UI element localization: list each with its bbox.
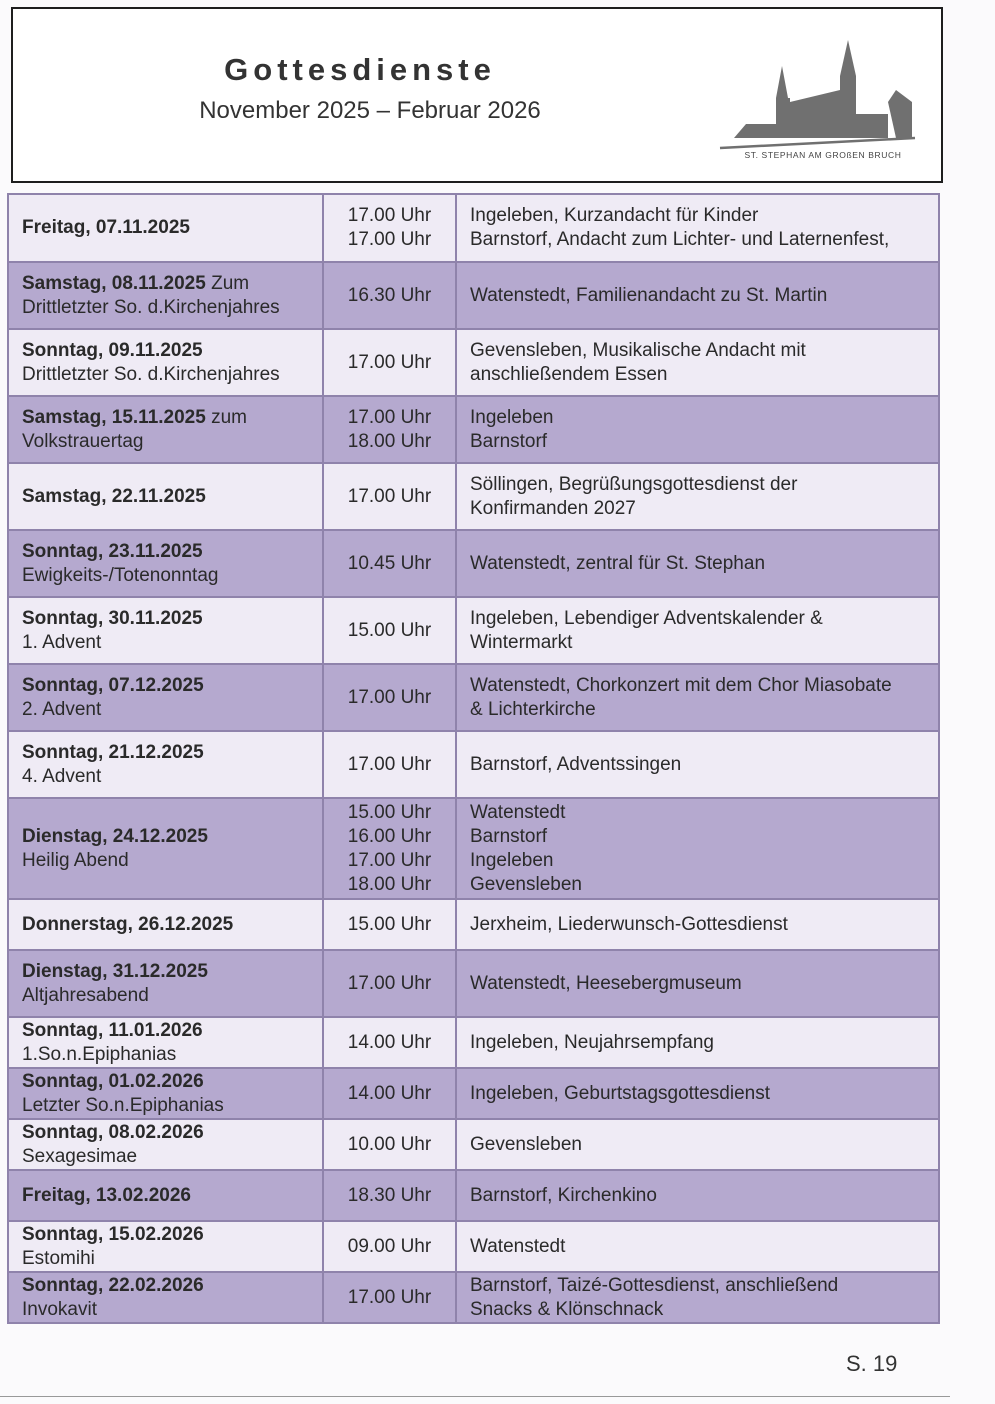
service-event: Ingeleben bbox=[470, 849, 554, 871]
page-title: Gottesdienste bbox=[224, 52, 496, 87]
service-event: Ingeleben, Geburtstagsgottesdienst bbox=[470, 1082, 770, 1104]
date-cell bbox=[8, 1119, 323, 1170]
service-event: Barnstorf bbox=[470, 430, 548, 452]
schedule-row bbox=[8, 262, 939, 329]
service-date: Sonntag, 15.02.2026 bbox=[22, 1223, 204, 1245]
service-time: 10.00 Uhr bbox=[347, 1133, 432, 1155]
service-time: 16.30 Uhr bbox=[347, 284, 432, 306]
service-time: 18.00 Uhr bbox=[347, 430, 432, 452]
bottom-rule bbox=[0, 1396, 950, 1397]
event-cell bbox=[456, 950, 939, 1017]
event-cell bbox=[456, 899, 939, 950]
service-event: Ingeleben, Lebendiger Adventskalender & bbox=[470, 607, 823, 629]
service-time: 17.00 Uhr bbox=[347, 686, 432, 708]
service-date: Samstag, 15.11.2025 bbox=[22, 406, 206, 428]
service-event: Barnstorf bbox=[470, 825, 548, 847]
event-cell bbox=[456, 396, 939, 463]
event-cell bbox=[456, 262, 939, 329]
service-date: Sonntag, 01.02.2026 bbox=[22, 1070, 204, 1092]
service-time: 14.00 Uhr bbox=[347, 1031, 432, 1053]
date-line bbox=[22, 540, 309, 564]
date-line bbox=[22, 1274, 309, 1298]
date-suffix: zum bbox=[205, 406, 247, 428]
page-subtitle: November 2025 – Februar 2026 bbox=[199, 97, 541, 124]
time-cell bbox=[323, 950, 456, 1017]
service-event: Gevensleben bbox=[470, 873, 582, 895]
date-line bbox=[22, 216, 309, 240]
time-cell bbox=[323, 396, 456, 463]
date-line bbox=[22, 674, 309, 698]
time-cell bbox=[323, 530, 456, 597]
date-cell bbox=[8, 731, 323, 798]
liturgical-occasion: Volkstrauertag bbox=[22, 430, 144, 452]
liturgical-occasion: 2. Advent bbox=[22, 698, 102, 720]
time-cell bbox=[323, 597, 456, 664]
schedule-row bbox=[8, 597, 939, 664]
date-cell bbox=[8, 664, 323, 731]
service-date: Sonntag, 07.12.2025 bbox=[22, 674, 204, 696]
event-cell bbox=[456, 1170, 939, 1221]
date-line bbox=[22, 406, 309, 430]
service-event: Watenstedt bbox=[470, 1235, 566, 1257]
service-event: Konfirmanden 2027 bbox=[470, 497, 636, 519]
schedule-row bbox=[8, 1272, 939, 1323]
service-date: Sonntag, 09.11.2025 bbox=[22, 339, 203, 361]
schedule-row bbox=[8, 1119, 939, 1170]
event-cell bbox=[456, 1272, 939, 1323]
date-line bbox=[22, 272, 309, 296]
time-cell bbox=[323, 1017, 456, 1068]
service-event: Ingeleben, Kurzandacht für Kinder bbox=[470, 205, 759, 226]
schedule-row bbox=[8, 194, 939, 262]
event-cell bbox=[456, 530, 939, 597]
time-cell bbox=[323, 1221, 456, 1272]
liturgical-occasion: Invokavit bbox=[22, 1298, 97, 1320]
date-cell bbox=[8, 396, 323, 463]
date-cell bbox=[8, 1272, 323, 1323]
liturgical-occasion: Letzter So.n.Epiphanias bbox=[22, 1094, 224, 1116]
event-cell bbox=[456, 798, 939, 899]
date-line bbox=[22, 339, 309, 363]
service-event: Watenstedt, zentral für St. Stephan bbox=[470, 552, 766, 574]
date-line bbox=[22, 1184, 309, 1208]
service-time: 17.00 Uhr bbox=[347, 849, 432, 871]
service-time: 17.00 Uhr bbox=[347, 205, 432, 226]
service-event: anschließendem Essen bbox=[470, 363, 668, 385]
service-time: 17.00 Uhr bbox=[347, 1286, 432, 1308]
date-cell bbox=[8, 950, 323, 1017]
liturgical-occasion: Altjahresabend bbox=[22, 984, 149, 1006]
service-time: 15.00 Uhr bbox=[347, 619, 432, 641]
service-date: Freitag, 13.02.2026 bbox=[22, 1184, 191, 1206]
service-event: Barnstorf, Kirchenkino bbox=[470, 1184, 657, 1206]
schedule-row bbox=[8, 1221, 939, 1272]
time-cell bbox=[323, 1272, 456, 1323]
date-line bbox=[22, 825, 309, 849]
service-time: 17.00 Uhr bbox=[347, 351, 432, 373]
event-cell bbox=[456, 329, 939, 396]
date-cell bbox=[8, 530, 323, 597]
liturgical-occasion: Heilig Abend bbox=[22, 849, 129, 871]
date-line bbox=[22, 1121, 309, 1145]
date-cell bbox=[8, 899, 323, 950]
date-cell bbox=[8, 1170, 323, 1221]
liturgical-occasion: 1.So.n.Epiphanias bbox=[22, 1043, 177, 1065]
date-line bbox=[22, 1223, 309, 1247]
service-event: Ingeleben, Neujahrsempfang bbox=[470, 1031, 715, 1053]
service-date: Dienstag, 24.12.2025 bbox=[22, 825, 208, 847]
time-cell bbox=[323, 463, 456, 530]
time-cell bbox=[323, 194, 456, 262]
service-time: 15.00 Uhr bbox=[347, 913, 432, 935]
date-cell bbox=[8, 798, 323, 899]
event-cell bbox=[456, 664, 939, 731]
date-line bbox=[22, 960, 309, 984]
date-cell bbox=[8, 194, 323, 262]
church-icon bbox=[700, 30, 920, 170]
service-event: Barnstorf, Taizé-Gottesdienst, anschließend bbox=[470, 1274, 839, 1296]
schedule-row bbox=[8, 950, 939, 1017]
logo-text: ST. STEPHAN AM GROßEN BRUCH bbox=[744, 150, 902, 160]
service-date: Sonntag, 21.12.2025 bbox=[22, 741, 204, 763]
time-cell bbox=[323, 899, 456, 950]
liturgical-occasion: Drittletzter So. d.Kirchenjahres bbox=[22, 296, 280, 318]
liturgical-occasion: Estomihi bbox=[22, 1247, 95, 1269]
service-time: 14.00 Uhr bbox=[347, 1082, 432, 1104]
liturgical-occasion: 4. Advent bbox=[22, 765, 102, 787]
liturgical-occasion: Sexagesimae bbox=[22, 1145, 138, 1167]
liturgical-occasion: Drittletzter So. d.Kirchenjahres bbox=[22, 363, 280, 385]
schedule-row bbox=[8, 798, 939, 899]
time-cell bbox=[323, 1068, 456, 1119]
event-cell bbox=[456, 1017, 939, 1068]
schedule-row bbox=[8, 463, 939, 530]
service-date: Sonntag, 11.01.2026 bbox=[22, 1019, 203, 1041]
service-date: Donnerstag, 26.12.2025 bbox=[22, 913, 234, 935]
service-event: Gevensleben, Musikalische Andacht mit bbox=[470, 339, 806, 361]
service-event: Söllingen, Begrüßungsgottesdienst der bbox=[470, 473, 798, 495]
service-event: Snacks & Klönschnack bbox=[470, 1298, 664, 1320]
service-time: 18.00 Uhr bbox=[347, 873, 432, 895]
service-time: 10.45 Uhr bbox=[347, 552, 432, 574]
schedule-row bbox=[8, 664, 939, 731]
service-event: Ingeleben bbox=[470, 406, 554, 428]
date-cell bbox=[8, 597, 323, 664]
time-cell bbox=[323, 329, 456, 396]
schedule-row bbox=[8, 530, 939, 597]
service-date: Sonntag, 23.11.2025 bbox=[22, 540, 203, 562]
service-time: 18.30 Uhr bbox=[347, 1184, 432, 1206]
service-time: 17.00 Uhr bbox=[347, 753, 432, 775]
schedule-row bbox=[8, 396, 939, 463]
event-cell bbox=[456, 1119, 939, 1170]
service-date: Sonntag, 30.11.2025 bbox=[22, 607, 203, 629]
liturgical-occasion: 1. Advent bbox=[22, 631, 102, 653]
date-line bbox=[22, 1070, 309, 1094]
service-time: 17.00 Uhr bbox=[347, 485, 432, 507]
schedule-row bbox=[8, 1170, 939, 1221]
time-cell bbox=[323, 1119, 456, 1170]
date-line bbox=[22, 741, 309, 765]
service-date: Samstag, 22.11.2025 bbox=[22, 485, 206, 507]
date-cell bbox=[8, 1221, 323, 1272]
date-cell bbox=[8, 463, 323, 530]
date-cell bbox=[8, 1068, 323, 1119]
date-suffix: Zum bbox=[205, 272, 250, 294]
service-time: 17.00 Uhr bbox=[347, 406, 432, 428]
service-date: Sonntag, 08.02.2026 bbox=[22, 1121, 204, 1143]
liturgical-occasion: Ewigkeits-/Totenonntag bbox=[22, 564, 219, 586]
date-cell bbox=[8, 262, 323, 329]
service-event: Watenstedt bbox=[470, 801, 566, 823]
service-date: Dienstag, 31.12.2025 bbox=[22, 960, 208, 982]
service-event: Gevensleben bbox=[470, 1133, 582, 1155]
schedule-row bbox=[8, 731, 939, 798]
service-time: 16.00 Uhr bbox=[347, 825, 432, 847]
service-time: 15.00 Uhr bbox=[347, 801, 432, 823]
service-date: Samstag, 08.11.2025 bbox=[22, 272, 206, 294]
page-number: S. 19 bbox=[846, 1351, 898, 1376]
service-event: & Lichterkirche bbox=[470, 698, 596, 720]
schedule-row bbox=[8, 329, 939, 396]
service-event: Watenstedt, Heesebergmuseum bbox=[470, 972, 742, 994]
service-time: 09.00 Uhr bbox=[347, 1235, 432, 1257]
time-cell bbox=[323, 664, 456, 731]
event-cell bbox=[456, 597, 939, 664]
date-line bbox=[22, 913, 309, 937]
time-cell bbox=[323, 1170, 456, 1221]
event-cell bbox=[456, 731, 939, 798]
service-event: Watenstedt, Chorkonzert mit dem Chor Miasobate bbox=[470, 674, 892, 696]
schedule-row bbox=[8, 899, 939, 950]
date-line bbox=[22, 1019, 309, 1043]
schedule-row bbox=[8, 1068, 939, 1119]
date-line bbox=[22, 485, 309, 509]
service-event: Wintermarkt bbox=[470, 631, 573, 653]
event-cell bbox=[456, 194, 939, 262]
service-date: Sonntag, 22.02.2026 bbox=[22, 1274, 204, 1296]
service-schedule-table bbox=[7, 193, 940, 1324]
date-cell bbox=[8, 1017, 323, 1068]
time-cell bbox=[323, 262, 456, 329]
service-time: 17.00 Uhr bbox=[347, 972, 432, 994]
service-time: 17.00 Uhr bbox=[347, 229, 432, 250]
time-cell bbox=[323, 798, 456, 899]
event-cell bbox=[456, 1221, 939, 1272]
service-event: Barnstorf, Adventssingen bbox=[470, 753, 682, 775]
service-event: Watenstedt, Familienandacht zu St. Martin bbox=[470, 284, 828, 306]
event-cell bbox=[456, 1068, 939, 1119]
service-date: Freitag, 07.11.2025 bbox=[22, 217, 190, 238]
time-cell bbox=[323, 731, 456, 798]
service-event: Jerxheim, Liederwunsch-Gottesdienst bbox=[470, 913, 788, 935]
service-event: Barnstorf, Andacht zum Lichter- und Laternenfest, bbox=[470, 229, 890, 250]
event-cell bbox=[456, 463, 939, 530]
schedule-row bbox=[8, 1017, 939, 1068]
date-cell bbox=[8, 329, 323, 396]
date-line bbox=[22, 607, 309, 631]
